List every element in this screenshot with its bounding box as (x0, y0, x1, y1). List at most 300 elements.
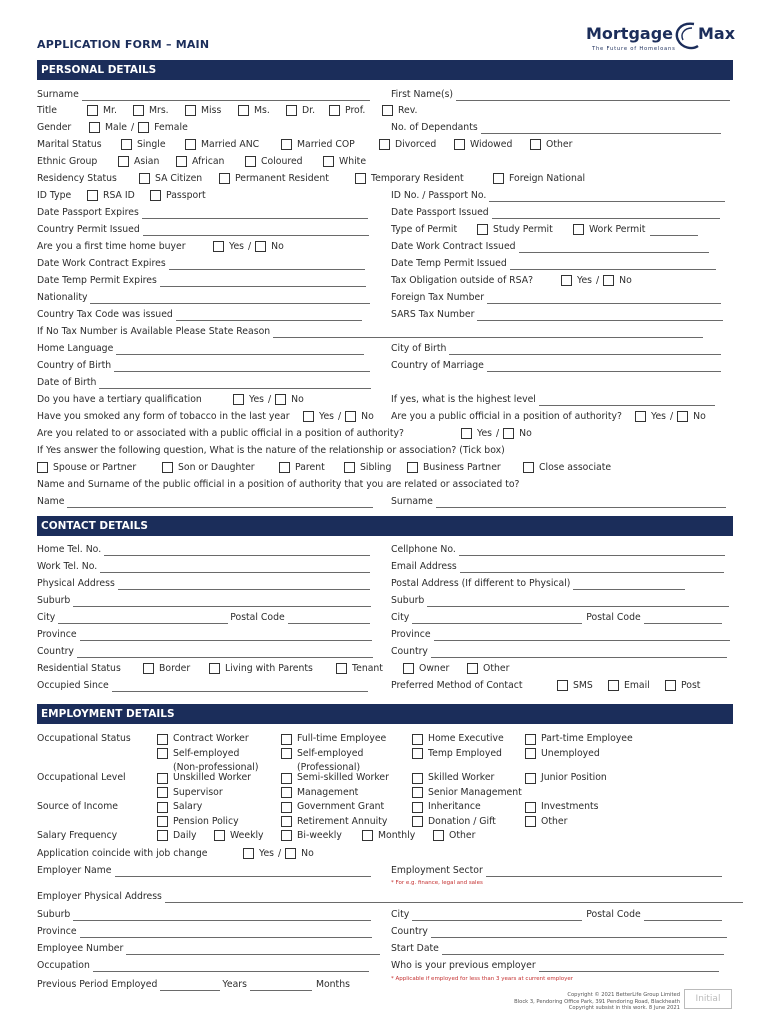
residency-temporary-label: Temporary Resident (371, 173, 464, 184)
ethnic-white-label: White (339, 156, 367, 167)
province-label: Province (37, 629, 77, 640)
postal-code-label: Postal Code (230, 612, 285, 623)
smoked-yes-label: Yes (319, 411, 335, 422)
passport-expires-label: Date Passport Expires (37, 207, 139, 218)
postal-country-label: Country (391, 646, 428, 657)
gender-male-label: Male (105, 122, 128, 133)
tax-obligation-yes-label: Yes (577, 275, 593, 286)
id-no-field[interactable] (489, 193, 725, 202)
tertiary-yes-label: Yes (249, 394, 265, 405)
public-official-no-checkbox[interactable] (677, 411, 688, 422)
start-date-field[interactable] (442, 946, 724, 955)
job-change-no-checkbox[interactable] (285, 848, 296, 859)
income-other-checkbox[interactable] (525, 816, 536, 827)
self-employed-p-checkbox[interactable] (281, 748, 292, 759)
residency-foreign-label: Foreign National (509, 173, 586, 184)
inheritance-label: Inheritance (428, 801, 481, 812)
country-birth-label: Country of Birth (37, 360, 112, 371)
related-official-label: Are you related to or associated with a public official in a position of authority? (37, 428, 404, 439)
management-label: Management (297, 786, 359, 798)
postal-postal-code-label: Postal Code (586, 612, 641, 623)
employer-address-field[interactable] (165, 894, 743, 903)
postal-suburb-field[interactable] (427, 598, 729, 607)
cellphone-label: Cellphone No. (391, 544, 456, 555)
work-contract-issued-label: Date Work Contract Issued (391, 241, 516, 252)
contact-sms-checkbox[interactable] (557, 680, 568, 691)
marital-divorced-checkbox[interactable] (379, 139, 390, 150)
study-permit-checkbox[interactable] (477, 224, 488, 235)
fulltime-checkbox[interactable] (281, 734, 292, 745)
province-field[interactable] (80, 632, 372, 641)
freq-daily-label: Daily (173, 830, 197, 841)
marital-cop-checkbox[interactable] (281, 139, 292, 150)
marital-widowed-checkbox[interactable] (454, 139, 465, 150)
public-official-yes-label: Yes (651, 411, 667, 422)
res-border-label: Border (159, 663, 191, 674)
freq-biweekly-checkbox[interactable] (281, 830, 292, 841)
id-rsa-checkbox[interactable] (87, 190, 98, 201)
first-home-yes-checkbox[interactable] (213, 241, 224, 252)
footer-line-3: Copyright subsist in this work. 8 June 2021 (568, 1005, 680, 1011)
title-mr-label: Mr. (103, 105, 117, 116)
country-field[interactable] (77, 649, 373, 658)
pension-checkbox[interactable] (157, 816, 168, 827)
title-mrs-checkbox[interactable] (133, 105, 144, 116)
mortgage-max-logo (586, 18, 736, 58)
unskilled-label: Unskilled Worker (173, 772, 252, 783)
gender-male-checkbox[interactable] (89, 122, 100, 133)
res-owner-checkbox[interactable] (403, 663, 414, 674)
parttime-label: Part-time Employee (541, 733, 633, 744)
nationality-label: Nationality (37, 292, 88, 303)
surname-label: Surname (37, 89, 79, 100)
work-permit-label: Work Permit (589, 224, 646, 235)
investments-checkbox[interactable] (525, 802, 536, 813)
country-label: Country (37, 646, 74, 657)
country-tax-label: Country Tax Code was issued (37, 309, 173, 320)
res-border-checkbox[interactable] (143, 663, 154, 674)
postal-suburb-label: Suburb (391, 595, 425, 606)
postal-country-field[interactable] (431, 649, 727, 658)
home-language-field[interactable] (116, 346, 364, 355)
freq-daily-checkbox[interactable] (157, 830, 168, 841)
country-marriage-field[interactable] (487, 363, 721, 372)
official-surname-label: Surname (391, 496, 433, 507)
title-prof-checkbox[interactable] (329, 105, 340, 116)
postal-province-field[interactable] (434, 632, 730, 641)
official-name-field[interactable] (67, 499, 373, 508)
tertiary-yes-checkbox[interactable] (233, 394, 244, 405)
surname-field[interactable] (82, 92, 370, 101)
related-official-no-label: No (519, 428, 532, 439)
home-tel-label: Home Tel. No. (37, 544, 102, 555)
employee-number-label: Employee Number (37, 943, 124, 954)
home-executive-checkbox[interactable] (412, 734, 423, 745)
first-home-yes-label: Yes (229, 241, 245, 252)
occupational-level-label: Occupational Level (37, 772, 126, 783)
marital-other-checkbox[interactable] (530, 139, 541, 150)
logo-text-left: Mortgage (586, 24, 674, 43)
postal-province-label: Province (391, 629, 431, 640)
relation-sibling-checkbox[interactable] (344, 462, 355, 473)
form-title: APPLICATION FORM – MAIN (37, 38, 210, 51)
employer-country-label: Country (391, 926, 428, 937)
temp-employed-label: Temp Employed (428, 747, 502, 759)
semi-skilled-checkbox[interactable] (281, 773, 292, 784)
marital-cop-label: Married COP (297, 139, 355, 150)
sars-field[interactable] (477, 312, 723, 321)
employer-suburb-label: Suburb (37, 909, 71, 920)
id-passport-checkbox[interactable] (150, 190, 161, 201)
previous-employer-field[interactable] (539, 963, 719, 972)
smoked-no-checkbox[interactable] (345, 411, 356, 422)
tax-obligation-no-checkbox[interactable] (603, 275, 614, 286)
id-type-label: ID Type (37, 190, 72, 201)
employer-postal-code-field[interactable] (644, 912, 722, 921)
residency-sa-checkbox[interactable] (139, 173, 150, 184)
employer-province-field[interactable] (80, 929, 372, 938)
management-checkbox[interactable] (281, 787, 292, 798)
freq-weekly-label: Weekly (230, 830, 264, 841)
logo-tagline: The Future of Homeloans (592, 46, 676, 52)
no-tax-reason-field[interactable] (273, 329, 703, 338)
relation-close-label: Close associate (539, 462, 612, 473)
city-birth-label: City of Birth (391, 343, 447, 354)
marital-single-checkbox[interactable] (121, 139, 132, 150)
tertiary-no-checkbox[interactable] (275, 394, 286, 405)
res-other-label: Other (483, 663, 510, 674)
title-mrs-label: Mrs. (149, 105, 169, 116)
parttime-checkbox[interactable] (525, 734, 536, 745)
title-ms-checkbox[interactable] (238, 105, 249, 116)
job-change-yes-label: Yes (259, 848, 275, 859)
smoked-label: Have you smoked any form of tobacco in the last year (37, 411, 290, 422)
employer-city-label: City (391, 909, 410, 920)
unskilled-checkbox[interactable] (157, 773, 168, 784)
skilled-checkbox[interactable] (412, 773, 423, 784)
logo-swirl-icon (672, 20, 700, 52)
title-miss-checkbox[interactable] (185, 105, 196, 116)
home-executive-label: Home Executive (428, 733, 504, 744)
relation-sibling-label: Sibling (360, 462, 392, 473)
name-official-label: Name and Surname of the public official in a position of authority that you are related or associated to? (37, 479, 520, 490)
id-no-label: ID No. / Passport No. (391, 190, 487, 201)
res-other-checkbox[interactable] (467, 663, 478, 674)
contact-sms-label: SMS (573, 680, 593, 691)
physical-address-label: Physical Address (37, 578, 115, 589)
highest-level-field[interactable] (539, 397, 715, 406)
work-permit-field[interactable] (650, 227, 698, 236)
freq-monthly-checkbox[interactable] (362, 830, 373, 841)
work-tel-label: Work Tel. No. (37, 561, 98, 572)
study-permit-label: Study Permit (493, 224, 553, 235)
fulltime-label: Full-time Employee (297, 733, 387, 744)
previous-period-label: Previous Period Employed (37, 979, 158, 990)
dob-label: Date of Birth (37, 377, 97, 388)
ethnic-asian-checkbox[interactable] (118, 156, 129, 167)
temp-permit-issued-field[interactable] (510, 261, 716, 270)
ethnic-african-checkbox[interactable] (176, 156, 187, 167)
passport-issued-label: Date Passport Issued (391, 207, 489, 218)
section-employment-details: EMPLOYMENT DETAILS (37, 704, 733, 724)
postal-city-field[interactable] (412, 615, 582, 624)
marital-anc-label: Married ANC (201, 139, 260, 150)
title-dr-label: Dr. (302, 105, 316, 116)
ethnic-coloured-checkbox[interactable] (245, 156, 256, 167)
relation-parent-label: Parent (295, 462, 325, 473)
sars-label: SARS Tax Number (391, 309, 475, 320)
type-permit-label: Type of Permit (391, 224, 458, 235)
job-change-yes-checkbox[interactable] (243, 848, 254, 859)
foreign-tax-label: Foreign Tax Number (391, 292, 485, 303)
freq-biweekly-label: Bi-weekly (297, 830, 342, 841)
previous-years-field[interactable] (160, 982, 220, 991)
self-employed-np-checkbox[interactable] (157, 748, 168, 759)
suburb-field[interactable] (73, 598, 371, 607)
employee-number-field[interactable] (126, 946, 380, 955)
ethnic-white-checkbox[interactable] (323, 156, 334, 167)
highest-level-label: If yes, what is the highest level (391, 394, 536, 405)
home-language-label: Home Language (37, 343, 114, 354)
work-tel-field[interactable] (100, 564, 370, 573)
title-dr-checkbox[interactable] (286, 105, 297, 116)
first-home-no-label: No (271, 241, 284, 252)
suburb-label: Suburb (37, 595, 71, 606)
work-contract-expires-field[interactable] (169, 261, 365, 270)
residency-permanent-checkbox[interactable] (219, 173, 230, 184)
residency-permanent-label: Permanent Resident (235, 173, 329, 184)
footer-copyright (514, 992, 680, 1012)
country-tax-field[interactable] (176, 312, 362, 321)
relation-close-checkbox[interactable] (523, 462, 534, 473)
passport-issued-field[interactable] (492, 210, 720, 219)
country-permit-field[interactable] (143, 227, 369, 236)
source-income-label: Source of Income (37, 801, 119, 812)
occupied-since-label: Occupied Since (37, 680, 109, 691)
contract-worker-label: Contract Worker (173, 733, 249, 744)
section-personal-details: PERSONAL DETAILS (37, 60, 733, 80)
country-marriage-label: Country of Marriage (391, 360, 484, 371)
pension-label: Pension Policy (173, 815, 239, 827)
nationality-field[interactable] (90, 295, 370, 304)
dependants-label: No. of Dependants (391, 122, 478, 133)
donation-label: Donation / Gift (428, 815, 496, 827)
smoked-no-label: No (361, 411, 374, 422)
res-parents-label: Living with Parents (225, 663, 313, 674)
smoked-yes-checkbox[interactable] (303, 411, 314, 422)
relation-spouse-label: Spouse or Partner (53, 462, 137, 473)
unemployed-checkbox[interactable] (525, 748, 536, 759)
residency-temporary-checkbox[interactable] (355, 173, 366, 184)
relation-business-checkbox[interactable] (407, 462, 418, 473)
dependants-field[interactable] (481, 125, 721, 134)
marital-single-label: Single (137, 139, 166, 150)
salary-label: Salary (173, 801, 203, 812)
title-rev-label: Rev. (398, 105, 418, 116)
occupation-field[interactable] (93, 963, 369, 972)
related-official-yes-label: Yes (477, 428, 493, 439)
contact-email-label: Email (624, 680, 650, 691)
freq-other-label: Other (449, 830, 476, 841)
marital-label: Marital Status (37, 139, 102, 150)
section-contact-details: CONTACT DETAILS (37, 516, 733, 536)
self-employed-np-sub: (Non-professional) (173, 762, 259, 773)
official-name-label: Name (37, 496, 65, 507)
work-contract-expires-label: Date Work Contract Expires (37, 258, 166, 269)
city-field[interactable] (58, 615, 228, 624)
previous-months-field[interactable] (250, 982, 312, 991)
title-rev-checkbox[interactable] (382, 105, 393, 116)
job-change-no-label: No (301, 848, 314, 859)
relation-spouse-checkbox[interactable] (37, 462, 48, 473)
occupied-since-field[interactable] (112, 683, 368, 692)
salary-checkbox[interactable] (157, 802, 168, 813)
relation-son-checkbox[interactable] (162, 462, 173, 473)
email-label: Email Address (391, 561, 457, 572)
investments-label: Investments (541, 801, 599, 812)
start-date-label: Start Date (391, 943, 439, 954)
marital-anc-checkbox[interactable] (185, 139, 196, 150)
employer-name-label: Employer Name (37, 865, 112, 876)
foreign-tax-field[interactable] (487, 295, 721, 304)
temp-employed-checkbox[interactable] (412, 748, 423, 759)
tax-obligation-label: Tax Obligation outside of RSA? (391, 275, 534, 286)
res-tenant-label: Tenant (352, 663, 383, 674)
ethnic-asian-label: Asian (134, 156, 160, 167)
semi-skilled-label: Semi-skilled Worker (297, 772, 389, 783)
first-names-label: First Name(s) (391, 89, 454, 100)
income-other-label: Other (541, 815, 568, 827)
postal-address-label: Postal Address (If different to Physical) (391, 578, 571, 589)
months-label: Months (315, 979, 350, 990)
tax-obligation-no-label: No (619, 275, 632, 286)
residency-sa-label: SA Citizen (155, 173, 203, 184)
years-label: Years (222, 979, 247, 990)
res-tenant-checkbox[interactable] (336, 663, 347, 674)
country-birth-field[interactable] (114, 363, 370, 372)
senior-management-checkbox[interactable] (412, 787, 423, 798)
preferred-contact-label: Preferred Method of Contact (391, 680, 523, 691)
employer-suburb-field[interactable] (73, 912, 371, 921)
residential-status-label: Residential Status (37, 663, 121, 674)
footer-line-2: Block 3, Pendoring Office Park, 391 Pendoring Road, Blackheath (514, 998, 680, 1005)
relation-parent-checkbox[interactable] (279, 462, 290, 473)
contact-email-checkbox[interactable] (608, 680, 619, 691)
previous-note: * Applicable if employed for less than 3 years at current employer (391, 976, 574, 982)
if-yes-label: If Yes answer the following question, What is the nature of the relationship or association? (Tick box) (37, 445, 505, 456)
dob-field[interactable] (99, 380, 371, 389)
initial-box[interactable]: Initial (684, 989, 732, 1009)
ethnic-african-label: African (192, 156, 225, 167)
contract-worker-checkbox[interactable] (157, 734, 168, 745)
gov-grant-label: Government Grant (297, 801, 385, 812)
ethnic-coloured-label: Coloured (261, 156, 303, 167)
no-tax-reason-label: If No Tax Number is Available Please State Reason (37, 326, 271, 337)
unemployed-label: Unemployed (541, 747, 600, 759)
first-home-label: Are you a first time home buyer (37, 241, 186, 252)
marital-divorced-label: Divorced (395, 139, 437, 150)
self-employed-p-label: Self-employed (297, 747, 364, 759)
supervisor-checkbox[interactable] (157, 787, 168, 798)
senior-management-label: Senior Management (428, 786, 522, 798)
marital-other-label: Other (546, 139, 573, 150)
tertiary-label: Do you have a tertiary qualification (37, 394, 202, 405)
salary-frequency-label: Salary Frequency (37, 830, 118, 841)
cellphone-field[interactable] (459, 547, 725, 556)
gender-female-checkbox[interactable] (138, 122, 149, 133)
temp-permit-expires-field[interactable] (160, 278, 366, 287)
contact-post-label: Post (681, 680, 701, 691)
gender-label: Gender (37, 122, 72, 133)
postal-code-field[interactable] (288, 615, 370, 624)
self-employed-np-label: Self-employed (173, 747, 240, 759)
postal-postal-code-field[interactable] (644, 615, 722, 624)
public-official-label: Are you a public official in a position of authority? (391, 411, 622, 422)
official-surname-field[interactable] (436, 499, 726, 508)
relation-business-label: Business Partner (423, 462, 501, 473)
junior-checkbox[interactable] (525, 773, 536, 784)
inheritance-checkbox[interactable] (412, 802, 423, 813)
marital-widowed-label: Widowed (470, 139, 513, 150)
residency-label: Residency Status (37, 173, 117, 184)
postal-city-label: City (391, 612, 410, 623)
job-change-label: Application coincide with job change (37, 848, 208, 859)
ethnic-label: Ethnic Group (37, 156, 98, 167)
work-permit-checkbox[interactable] (573, 224, 584, 235)
title-prof-label: Prof. (345, 105, 366, 116)
relation-son-label: Son or Daughter (178, 462, 255, 473)
title-label: Title (37, 105, 57, 116)
self-employed-p-sub: (Professional) (297, 762, 361, 773)
res-parents-checkbox[interactable] (209, 663, 220, 674)
first-names-field[interactable] (456, 92, 730, 101)
passport-expires-field[interactable] (142, 210, 368, 219)
related-official-no-checkbox[interactable] (503, 428, 514, 439)
public-official-yes-checkbox[interactable] (635, 411, 646, 422)
residency-foreign-checkbox[interactable] (493, 173, 504, 184)
freq-weekly-checkbox[interactable] (214, 830, 225, 841)
title-ms-label: Ms. (254, 105, 270, 116)
home-tel-field[interactable] (104, 547, 370, 556)
skilled-label: Skilled Worker (428, 772, 495, 783)
work-contract-issued-field[interactable] (519, 244, 709, 253)
employer-name-field[interactable] (115, 868, 371, 877)
retirement-checkbox[interactable] (281, 816, 292, 827)
employer-country-field[interactable] (431, 929, 727, 938)
postal-address-field[interactable] (573, 581, 685, 590)
related-official-yes-checkbox[interactable] (461, 428, 472, 439)
employer-city-field[interactable] (412, 912, 582, 921)
city-birth-field[interactable] (449, 346, 721, 355)
sector-note: * For e.g. finance, legal and sales (391, 880, 483, 886)
employer-province-label: Province (37, 926, 77, 937)
email-field[interactable] (460, 564, 724, 573)
title-miss-label: Miss (201, 105, 222, 116)
contact-post-checkbox[interactable] (665, 680, 676, 691)
employment-sector-field[interactable] (486, 868, 722, 877)
id-passport-label: Passport (166, 190, 206, 201)
first-home-no-checkbox[interactable] (255, 241, 266, 252)
donation-checkbox[interactable] (412, 816, 423, 827)
gov-grant-checkbox[interactable] (281, 802, 292, 813)
gender-female-label: Female (154, 122, 188, 133)
tax-obligation-yes-checkbox[interactable] (561, 275, 572, 286)
physical-address-field[interactable] (118, 581, 370, 590)
freq-other-checkbox[interactable] (433, 830, 444, 841)
occupation-label: Occupation (37, 960, 90, 971)
title-mr-checkbox[interactable] (87, 105, 98, 116)
occupational-status-label: Occupational Status (37, 733, 131, 744)
